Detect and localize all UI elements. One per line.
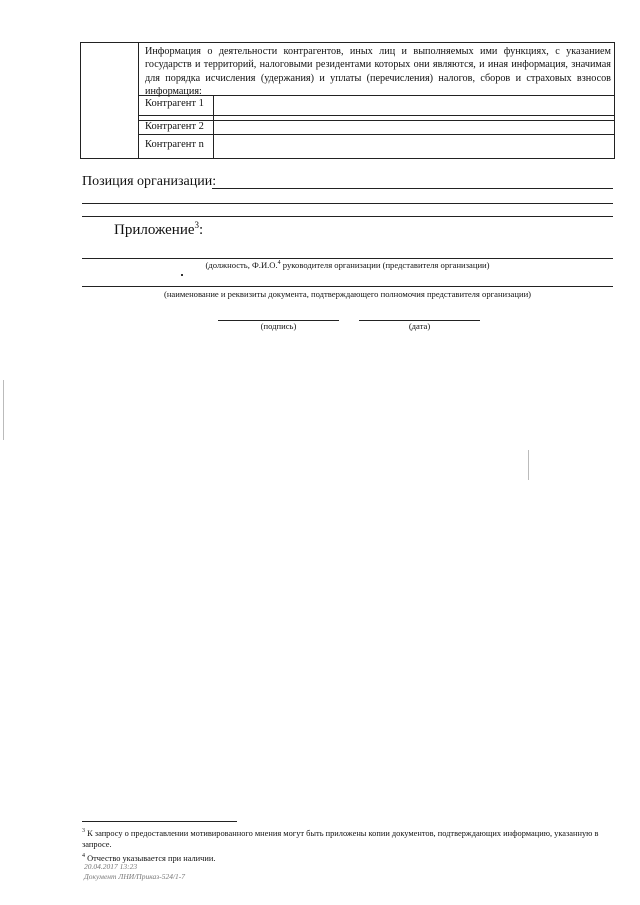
position-label: Позиция организации: — [82, 174, 217, 189]
print-stamp-document: Документ ЛНИ/Приказ-524/1-7 — [84, 872, 186, 881]
table-row-label: Контрагент 1 — [145, 98, 204, 109]
scan-mark — [528, 450, 529, 480]
scan-mark — [3, 380, 4, 440]
contractors-table — [80, 42, 615, 159]
position-fill-line — [82, 216, 613, 217]
document-caption: (наименование и реквизиты документа, подтверждающего полномочия представителя организации) — [163, 289, 532, 299]
table-column-divider — [213, 95, 214, 158]
table-description: Информация о деятельности контрагентов, иных лиц и выполняемых ими функциях, с указанием государств и территорий, налоговыми резидентами которых они являются, и иная информация, значимая для порядка исчисления (удержания) и уплаты (перечисления) налогов, сборов и страховых взносов информация: — [145, 46, 611, 98]
head-fill-line — [82, 258, 613, 259]
footnote-3: $^3$ К запросу о предоставлении мотивированного мнения могут быть приложены копии документов, подтверждающих информацию, указанную в запросе. — [82, 828, 599, 849]
footnote-separator — [82, 821, 237, 822]
mark-dot — [181, 274, 183, 276]
table-row-divider — [139, 134, 614, 135]
table-row-label: Контрагент n — [145, 139, 204, 150]
print-stamp-date: 20.04.2017 13:23 — [84, 862, 138, 871]
table-row-divider — [139, 95, 614, 96]
table-row-divider — [139, 115, 614, 116]
position-fill-line — [212, 188, 613, 189]
table-left-column — [81, 43, 139, 158]
signature-caption: (подпись) — [260, 321, 297, 331]
appendix-label: Приложение$^3$: — [114, 220, 204, 238]
document-fill-line — [82, 286, 613, 287]
table-row-divider — [139, 120, 614, 121]
table-row-label: Контрагент 2 — [145, 121, 204, 132]
position-fill-line — [82, 203, 613, 204]
footnote-4: $^4$ Отчество указывается при наличии. — [82, 853, 216, 863]
head-caption: (должность, Ф.И.О.$^4$ руководителя организации (представителя организации) — [205, 260, 490, 270]
date-caption: (дата) — [408, 321, 431, 331]
